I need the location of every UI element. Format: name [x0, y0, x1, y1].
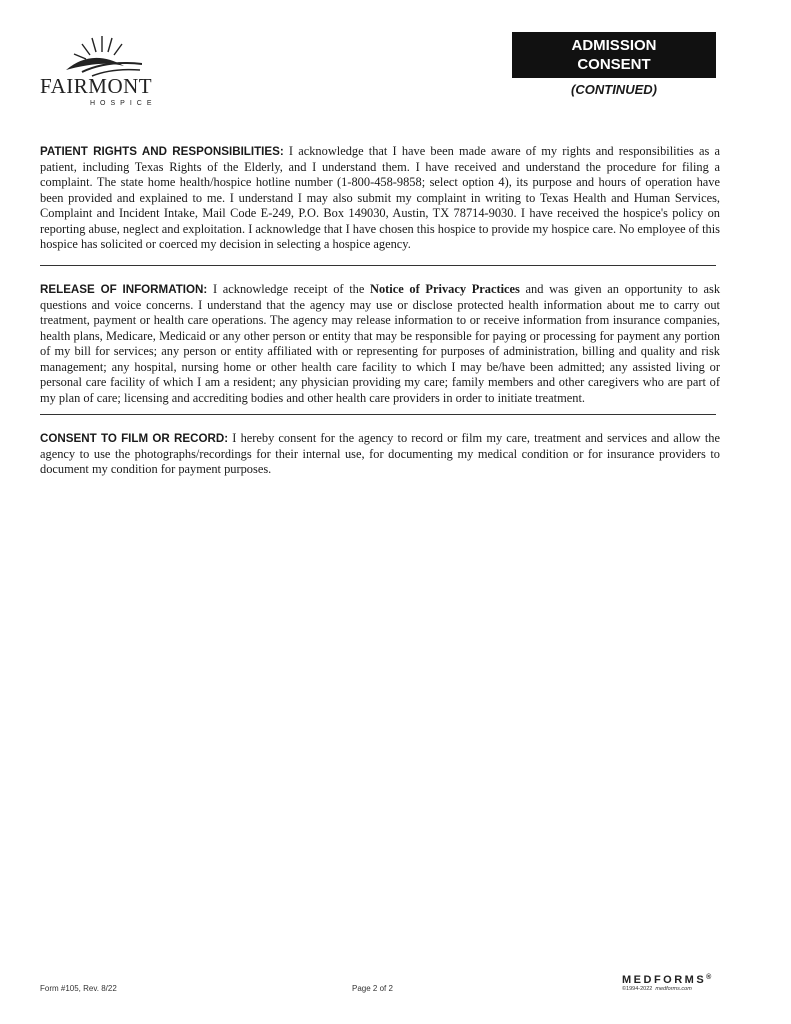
- release-of-information-section: [40, 282, 720, 406]
- release-text-after: and was given an opportunity to ask questions and voice concerns. I understand that the agency may use or disclose protected health information about me to carry out treatment, payment or health care operations. The agency may release information to or receive information from insurance companies, health plans, Medicare, Medicaid or any other person or entity that may be responsible for paying or processing for payment any portion of my bill for services; any person or entity affiliated with or representing for purposes of administration, billing and quality and risk management; any hospital, nursing home or other health care facility to which I may be/have been admitted; any assisted living or personal care facility of which I am a resident; any physician providing my care; family members and other caregivers who are part of my plan of care; licensing and accrediting bodies and other health care providers in order to initiate treatment.: [40, 282, 721, 405]
- film-text: I hereby consent for the agency to record or film my care, treatment and services and allow the agency to use the photographs/recordings for their internal use, for documenting my medical condition or for insurance providers to document my condition for payment purposes.: [40, 431, 720, 476]
- release-heading: RELEASE OF INFORMATION:: [40, 283, 208, 296]
- logo-name: FAIRMONT: [40, 74, 153, 98]
- registered-mark: ®: [706, 974, 714, 981]
- section-divider: [40, 265, 716, 266]
- medforms-branding: [622, 974, 714, 992]
- page-number: Page 2 of 2: [352, 984, 393, 993]
- section-divider: [40, 414, 716, 415]
- patient-rights-text: I acknowledge that I have been made aware of my rights and responsibilities as a patient, including Texas Rights of the Elderly, and I understand them. I have received and understand the procedure for filing a complaint. The state home health/hospice hotline number (1-800-458-9858; select option 4), its purpose and hours of operation have been provided and explained to me. I understand I may also submit my complaint in writing to Texas Health and Human Services, Complaint and Incident Intake, Mail Code E-249, P.O. Box 149030, Austin, TX 78714-9030. I have received the hospice's policy on reporting abuse, neglect and exploitation. I acknowledge that I have chosen this hospice to provide my hospice care. No employee of this hospice has solicited or coerced my decision in selecting a hospice agency.: [40, 144, 721, 251]
- consent-to-film-section: [40, 431, 720, 478]
- medforms-brand-name: MEDFORMS: [622, 974, 707, 986]
- form-title: [512, 32, 716, 78]
- hospice-logo: [38, 30, 168, 110]
- medforms-brand: [622, 974, 714, 986]
- sunrise-logo-icon: [52, 30, 142, 78]
- website: medforms.com: [655, 986, 692, 992]
- continued-label: (CONTINUED): [571, 82, 657, 97]
- form-title-line2: CONSENT: [577, 56, 651, 73]
- medforms-copyright-line: [622, 986, 714, 992]
- film-heading: CONSENT TO FILM OR RECORD:: [40, 432, 229, 445]
- form-title-line1: ADMISSION: [571, 37, 657, 54]
- release-text-before: I acknowledge receipt of the: [207, 282, 371, 296]
- patient-rights-section: [40, 144, 720, 253]
- copyright: ©1994-2022: [622, 986, 653, 992]
- patient-rights-heading: PATIENT RIGHTS AND RESPONSIBILITIES:: [40, 145, 284, 158]
- notice-of-privacy-practices: Notice of Privacy Practices: [370, 282, 520, 296]
- form-number: Form #105, Rev. 8/22: [40, 984, 117, 993]
- logo-subtitle: HOSPICE: [90, 100, 157, 107]
